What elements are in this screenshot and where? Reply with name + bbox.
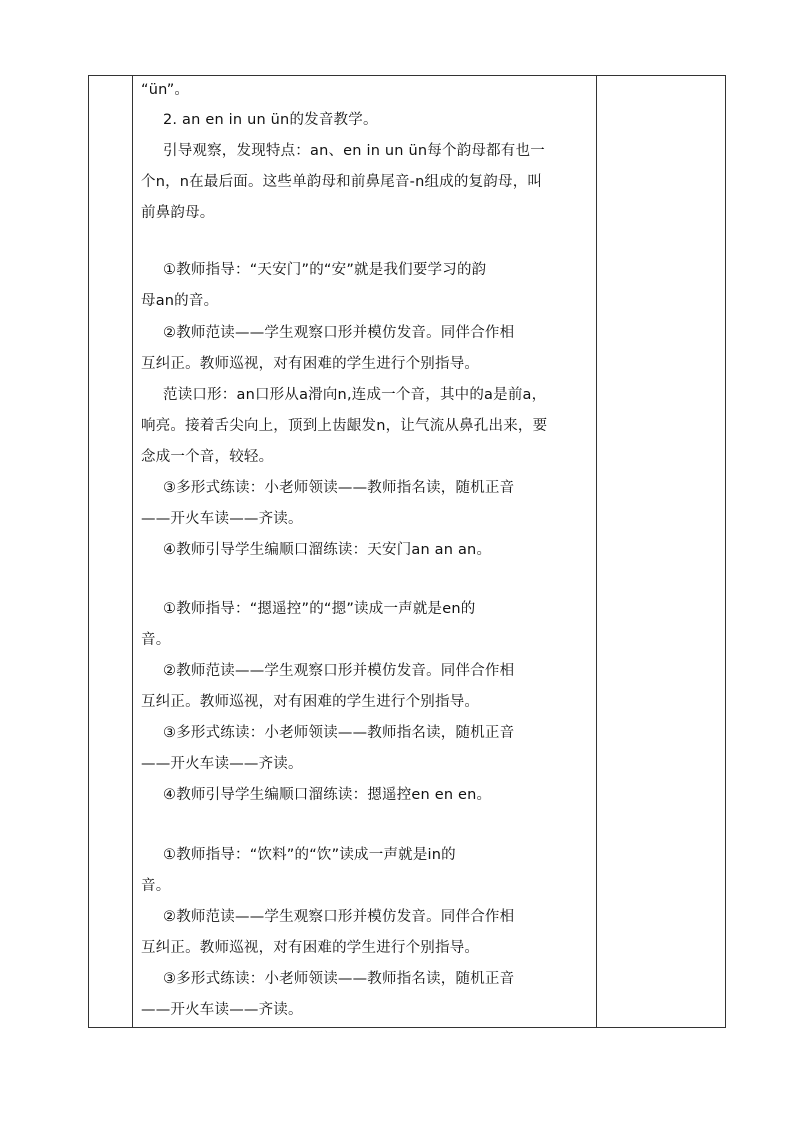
text-line: ③多形式练读：小老师领读——教师指名读，随机正音	[163, 725, 515, 741]
text-line: ③多形式练读：小老师领读——教师指名读，随机正音	[163, 971, 515, 987]
text-line: ——开火车读——齐读。	[141, 511, 303, 527]
text-line: 互纠正。教师巡视，对有困难的学生进行个别指导。	[141, 694, 480, 710]
text-line: 互纠正。教师巡视，对有困难的学生进行个别指导。	[141, 940, 480, 956]
text-line: 互纠正。教师巡视，对有困难的学生进行个别指导。	[141, 356, 480, 372]
text-line: ②教师范读——学生观察口形并模仿发音。同伴合作相	[163, 909, 515, 925]
lesson-table	[88, 75, 726, 1028]
text-line: 范读口形：an口形从a滑向n,连成一个音，其中的a是前a，	[163, 387, 547, 403]
text-line: ①教师指导：“天安门”的“安”就是我们要学习的韵	[163, 262, 487, 278]
text-line: 前鼻韵母。	[141, 205, 215, 221]
text-line: ④教师引导学生编顺口溜练读：摁遥控en en en。	[163, 787, 492, 803]
text-line: ③多形式练读：小老师领读——教师指名读，随机正音	[163, 480, 515, 496]
text-line: ④教师引导学生编顺口溜练读：天安门an an an。	[163, 542, 492, 558]
text-line: 个n，n在最后面。这些单韵母和前鼻尾音-n组成的复韵母，叫	[141, 174, 543, 190]
text-line: 音。	[141, 632, 171, 648]
text-line: “ün”。	[141, 82, 190, 98]
text-line: ②教师范读——学生观察口形并模仿发音。同伴合作相	[163, 663, 515, 679]
text-line: ①教师指导：“饮料”的“饮”读成一声就是in的	[163, 847, 456, 863]
text-line: ——开火车读——齐读。	[141, 756, 303, 772]
column-divider-left	[132, 76, 133, 1027]
text-line: 念成一个音，较轻。	[141, 449, 274, 465]
text-line: 响亮。接着舌尖向上，顶到上齿龈发n，让气流从鼻孔出来，要	[141, 418, 548, 434]
text-line: 2. an en in un ün的发音教学。	[163, 112, 378, 128]
text-line: 音。	[141, 878, 171, 894]
text-line: 母an的音。	[141, 293, 219, 309]
text-line: ①教师指导：“摁遥控”的“摁”读成一声就是en的	[163, 601, 476, 617]
text-line: ——开火车读——齐读。	[141, 1002, 303, 1018]
text-line: 引导观察，发现特点：an、en in un ün每个韵母都有也一	[163, 143, 545, 159]
column-divider-right	[596, 76, 597, 1027]
text-line: ②教师范读——学生观察口形并模仿发音。同伴合作相	[163, 325, 515, 341]
